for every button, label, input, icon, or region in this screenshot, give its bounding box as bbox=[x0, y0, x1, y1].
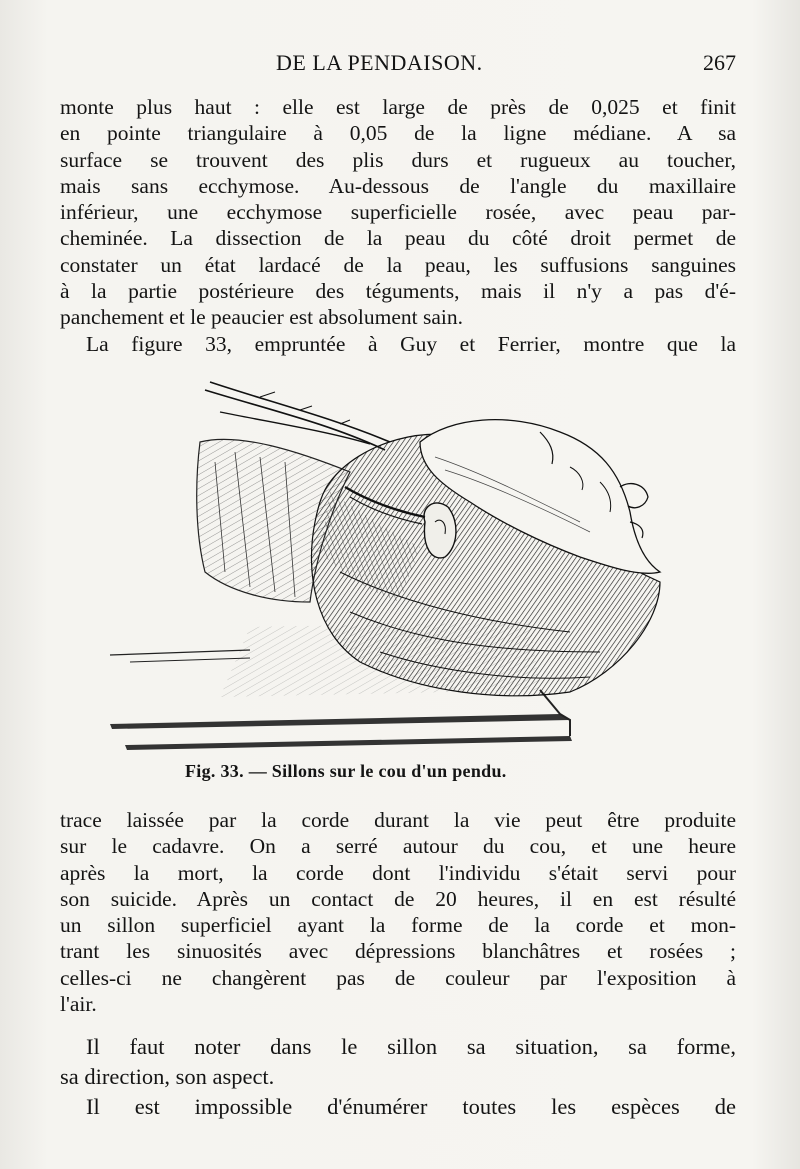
text-line: sur le cadavre. On a serré autour du cou, et une heure bbox=[60, 834, 736, 859]
text-line: à la partie postérieure des téguments, mais il n'y a pas d'é- bbox=[60, 279, 736, 304]
paragraph-block-top bbox=[60, 94, 736, 357]
text-line: celles-ci ne changèrent pas de couleur par l'exposition à bbox=[60, 965, 736, 990]
text-line: inférieur, une ecchymose superficielle rosée, avec peau par- bbox=[60, 200, 736, 225]
text-line: mais sans ecchymose. Au-dessous de l'angle du maxillaire bbox=[60, 173, 736, 198]
paragraph-impossible bbox=[60, 1092, 736, 1122]
text-line: monte plus haut : elle est large de près de 0,025 et finit bbox=[60, 95, 736, 119]
text-line: panchement et le peaucier est absolument sain. bbox=[60, 305, 463, 330]
paragraph-block-bottom bbox=[60, 807, 736, 1017]
hanged-man-engraving bbox=[100, 372, 740, 757]
text-line: surface se trouvent des plis durs et rugueux au toucher, bbox=[60, 147, 736, 172]
page-number: 267 bbox=[703, 50, 736, 75]
text-line: Il est impossible d'énumérer toutes les espèces de bbox=[86, 1094, 736, 1119]
running-head-title: DE LA PENDAISON. bbox=[276, 50, 483, 75]
text-line: après la mort, la corde dont l'individu s'était servi pour bbox=[60, 860, 736, 885]
text-line: un sillon superficiel ayant la forme de la corde et mon- bbox=[60, 913, 736, 938]
text-line: La figure 33, empruntée à Guy et Ferrier, montre que la bbox=[86, 331, 736, 356]
text-line: Il faut noter dans le sillon sa situation, sa forme, bbox=[86, 1034, 736, 1059]
text-line: cheminée. La dissection de la peau du côté droit permet de bbox=[60, 226, 736, 251]
text-line: constater un état lardacé de la peau, les suffusions sanguines bbox=[60, 252, 736, 277]
text-line: sa direction, son aspect. bbox=[60, 1064, 275, 1089]
running-header bbox=[60, 50, 736, 80]
text-line: en pointe triangulaire à 0,05 de la ligne médiane. A sa bbox=[60, 121, 736, 146]
text-line: l'air. bbox=[60, 992, 97, 1017]
text-line: son suicide. Après un contact de 20 heures, il en est résulté bbox=[60, 886, 736, 911]
text-line: trace laissée par la corde durant la vie peut être produite bbox=[60, 808, 736, 832]
figure-caption: Fig. 33. — Sillons sur le cou d'un pendu. bbox=[185, 761, 507, 781]
text-line: trant les sinuosités avec dépressions blanchâtres et rosées ; bbox=[60, 939, 736, 964]
paragraph-noter bbox=[60, 1032, 736, 1092]
engraving-figure bbox=[100, 372, 740, 757]
